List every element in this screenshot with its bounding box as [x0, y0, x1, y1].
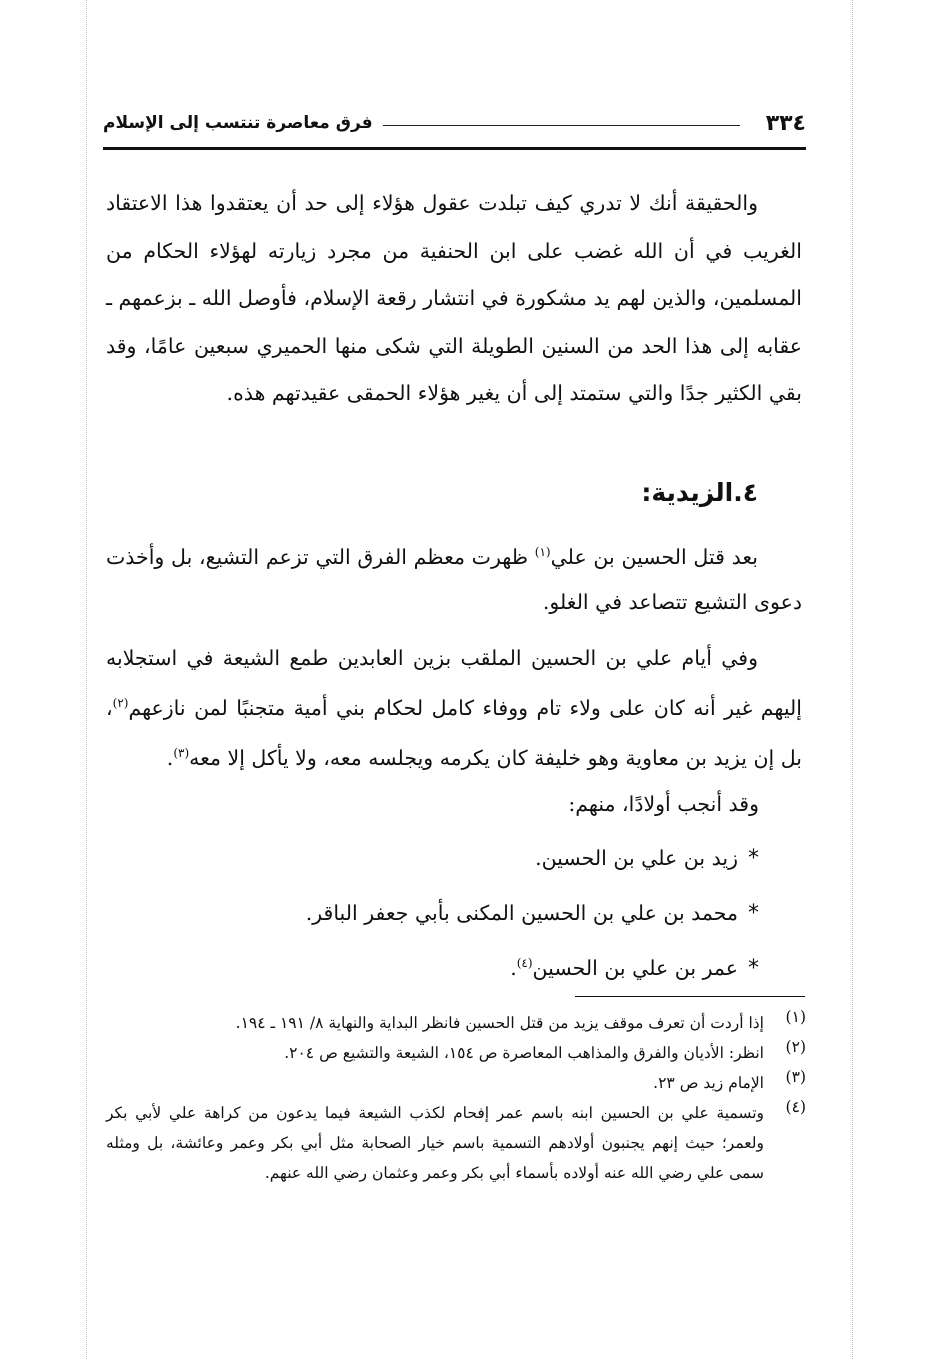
- list-item-end: .: [510, 956, 517, 980]
- footnote-number: (٣): [785, 1068, 806, 1086]
- paragraph-3-text: [106, 636, 802, 781]
- star-bullet: *: [748, 956, 759, 981]
- list-item-text: زيد بن علي بن الحسين.: [535, 846, 738, 870]
- running-title: فرق معاصرة تنتسب إلى الإسلام: [103, 113, 373, 133]
- scan-edge-left: [86, 0, 87, 1359]
- footnote-text: انظر: الأديان والفرق والمذاهب المعاصرة ص ١٥٤، الشيعة والتشيع ص ٢٠٤.: [284, 1044, 764, 1062]
- footnote-number: (١): [785, 1008, 806, 1026]
- footnote-separator: [575, 996, 805, 997]
- intro-block: [106, 180, 802, 418]
- list-item-text: عمر بن علي بن الحسين: [532, 956, 738, 980]
- paragraph-3-part3: .: [166, 745, 174, 770]
- footnote: [106, 1068, 806, 1098]
- footnote-text: إذا أردت أن تعرف موقف يزيد من قتل الحسين فانظر البداية والنهاية ٨/ ١٩١ ـ ١٩٤.: [235, 1014, 764, 1032]
- list-item: [306, 901, 759, 926]
- footnote-ref-2[interactable]: (٢): [112, 696, 129, 710]
- section-heading: ٤.الزيدية:: [641, 478, 758, 507]
- paragraph-3-part2: ، بل إن يزيد بن معاوية وهو خليفة كان يكرمه ويجلسه معه، ولا يأكل إلا معه: [106, 695, 802, 770]
- paragraph-3: [106, 636, 802, 781]
- footnote-ref-3[interactable]: (٣): [173, 745, 190, 760]
- running-header: [103, 108, 806, 138]
- footnote-number: (٢): [785, 1038, 806, 1056]
- footnote-text: وتسمية علي بن الحسين ابنه باسم عمر إفحام لكذب الشيعة فيما يدعون من كراهة علي لأبي بكر ولعمر؛ حيث إنهم يجنبون أولادهم التسمية باسم خيار الصحابة مثل أبي بكر وعمر وعائشة، بل ومثله سمى علي رضي الله عنه أولاده بأسماء أبي بكر وعمر وعثمان رضي الله عنهم.: [106, 1104, 764, 1182]
- paragraph-2-text: [106, 530, 802, 625]
- paragraph-2-part1: بعد قتل الحسين بن علي: [550, 544, 758, 569]
- footnote: [106, 1038, 806, 1068]
- footnote-number: (٤): [785, 1098, 806, 1116]
- footnote-ref-4[interactable]: (٤): [516, 956, 533, 971]
- list-item: [510, 956, 759, 981]
- list-item: [535, 846, 759, 871]
- header-rule: [103, 147, 806, 150]
- intro-paragraph: والحقيقة أنك لا تدري كيف تبلدت عقول هؤلاء إلى حد أن يعتقدوا هذا الاعتقاد الغريب في أن الله غضب على ابن الحنفية من مجرد زيارته لهؤلاء الحكام من المسلمين، والذين لهم يد مشكورة في انتشار رقعة الإسلام، فأوصل الله ـ بزعمهم ـ عقابه إلى هذا الحد من السنين الطويلة التي شكى منها الحميري سبعين عامًا، وقد بقي الكثير جدًا والتي ستمتد إلى أن يغير هؤلاء الحمقى عقيدتهم هذه.: [106, 191, 802, 405]
- paragraph-2-part2: ظهرت معظم الفرق التي تزعم التشيع، بل وأخذت دعوى التشيع تتصاعد في الغلو.: [106, 544, 802, 614]
- footnotes: [106, 1008, 806, 1188]
- page-number: ٣٣٤: [765, 110, 806, 136]
- footnote-ref-1[interactable]: (١): [534, 545, 551, 559]
- scan-edge-right: [852, 0, 853, 1359]
- paragraph-2: [106, 530, 802, 625]
- paragraph-3-part1: وفي أيام علي بن الحسين الملقب بزين العابدين طمع الشيعة في استجلابه إليهم غير أنه كان على ولاء تام ووفاء كامل لحكام بني أمية متجنبًا لمن نازعهم: [106, 646, 802, 720]
- footnote: [106, 1098, 806, 1188]
- footnote: [106, 1008, 806, 1038]
- star-bullet: *: [748, 846, 759, 871]
- footnote-text: الإمام زيد ص ٢٣.: [653, 1074, 764, 1092]
- list-item-text: محمد بن علي بن الحسين المكنى بأبي جعفر الباقر.: [305, 901, 738, 925]
- header-line: [383, 125, 740, 126]
- star-bullet: *: [748, 901, 759, 926]
- children-intro: وقد أنجب أولادًا، منهم:: [568, 792, 759, 816]
